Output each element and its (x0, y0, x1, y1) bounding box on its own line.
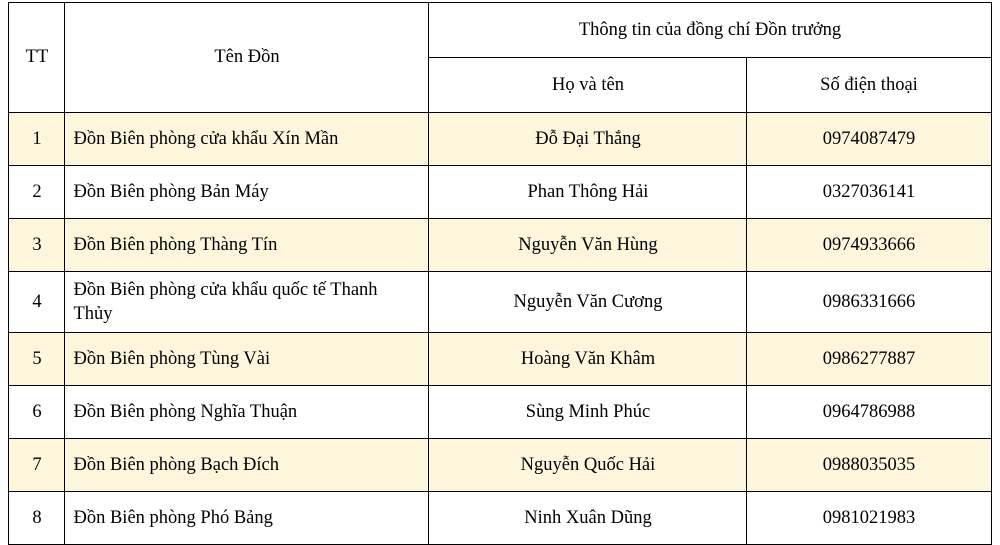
column-header-station-name: Tên Đồn (65, 3, 429, 113)
cell-tt: 4 (9, 272, 65, 333)
table-row (9, 166, 991, 219)
cell-full-name: Nguyễn Văn Cương (429, 272, 747, 333)
cell-tt: 6 (9, 386, 65, 439)
cell-tt: 8 (9, 492, 65, 545)
table-header (9, 3, 991, 113)
cell-phone: 0964786988 (747, 386, 991, 439)
column-header-commander-info: Thông tin của đồng chí Đồn trưởng (429, 3, 991, 58)
cell-tt: 7 (9, 439, 65, 492)
border-guard-station-table (8, 2, 991, 545)
cell-tt: 1 (9, 113, 65, 166)
cell-station-name: Đồn Biên phòng cửa khẩu quốc tế Thanh Thủy (65, 272, 429, 333)
table-row (9, 272, 991, 333)
cell-phone: 0974087479 (747, 113, 991, 166)
cell-station-name: Đồn Biên phòng Bản Máy (65, 166, 429, 219)
table-row (9, 219, 991, 272)
table-row (9, 386, 991, 439)
cell-full-name: Hoàng Văn Khâm (429, 333, 747, 386)
cell-phone: 0974933666 (747, 219, 991, 272)
table-row (9, 439, 991, 492)
cell-phone: 0327036141 (747, 166, 991, 219)
table-row (9, 113, 991, 166)
cell-tt: 3 (9, 219, 65, 272)
column-header-tt: TT (9, 3, 65, 113)
cell-phone: 0986331666 (747, 272, 991, 333)
cell-station-name: Đồn Biên phòng Bạch Đích (65, 439, 429, 492)
cell-station-name: Đồn Biên phòng Thàng Tín (65, 219, 429, 272)
cell-tt: 2 (9, 166, 65, 219)
column-header-phone: Số điện thoại (747, 58, 991, 113)
cell-phone: 0986277887 (747, 333, 991, 386)
cell-full-name: Phan Thông Hải (429, 166, 747, 219)
cell-station-name: Đồn Biên phòng Tùng Vài (65, 333, 429, 386)
table-body (9, 113, 991, 545)
cell-station-name: Đồn Biên phòng Nghĩa Thuận (65, 386, 429, 439)
cell-station-name: Đồn Biên phòng cửa khẩu Xín Mần (65, 113, 429, 166)
cell-full-name: Nguyễn Văn Hùng (429, 219, 747, 272)
cell-full-name: Ninh Xuân Dũng (429, 492, 747, 545)
column-header-full-name: Họ và tên (429, 58, 747, 113)
cell-full-name: Nguyễn Quốc Hải (429, 439, 747, 492)
table-header-row-1 (9, 3, 991, 58)
cell-full-name: Đỗ Đại Thắng (429, 113, 747, 166)
cell-tt: 5 (9, 333, 65, 386)
cell-full-name: Sùng Minh Phúc (429, 386, 747, 439)
cell-phone: 0981021983 (747, 492, 991, 545)
cell-phone: 0988035035 (747, 439, 991, 492)
table-row (9, 333, 991, 386)
cell-station-name: Đồn Biên phòng Phó Bảng (65, 492, 429, 545)
